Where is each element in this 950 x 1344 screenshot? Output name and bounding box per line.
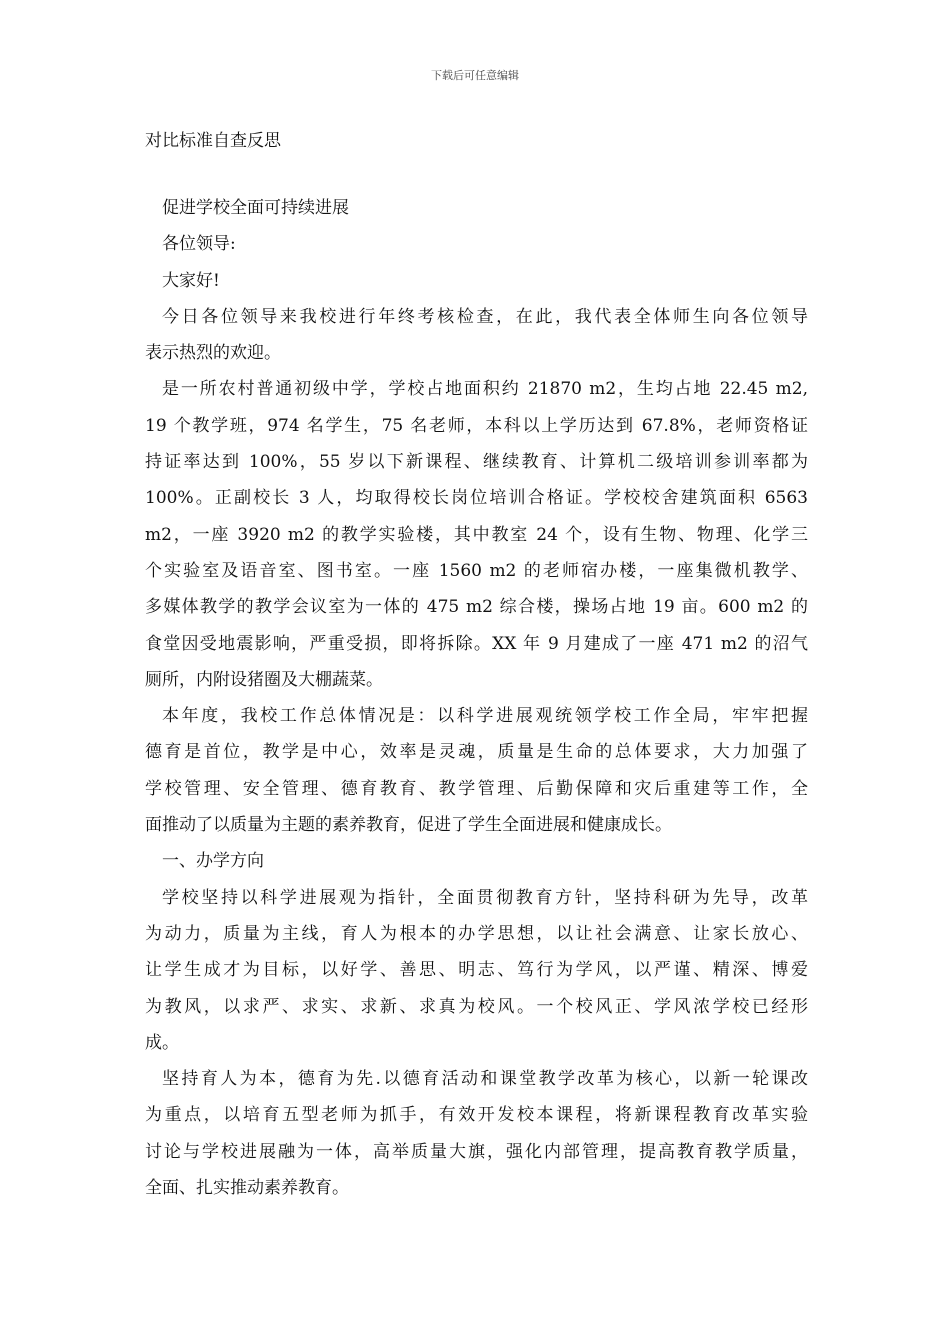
text-line: 面推动了以质量为主题的素养教育，促进了学生全面进展和健康成长。	[145, 815, 672, 836]
text-line: m2，一座 3920 m2 的教学实验楼，其中教室 24 个，设有生物、物理、化学三	[145, 524, 808, 545]
text-line: 是一所农村普通初级中学，学校占地面积约 21870 m2，生均占地 22.45 m2,	[162, 379, 808, 400]
text-line: 为教风，以求严、求实、求新、求真为校风。一个校风正、学风浓学校已经形	[145, 996, 808, 1017]
text-line: 成。	[145, 1032, 179, 1053]
text-line: 大家好!	[162, 270, 220, 291]
text-line: 为重点，以培育五型老师为抓手，有效开发校本课程，将新课程教育改革实验	[145, 1105, 808, 1126]
text-line: 持证率达到 100%，55 岁以下新课程、继续教育、计算机二级培训参训率都为	[145, 452, 808, 473]
text-line: 19 个教学班，974 名学生，75 名老师，本科以上学历达到 67.8%，老师资格证	[145, 415, 808, 436]
text-line: 全面、扎实推动素养教育。	[145, 1178, 349, 1199]
text-line: 多媒体教学的教学会议室为一体的 475 m2 综合楼，操场占地 19 亩。600 m2 的	[145, 597, 808, 618]
text-line: 为动力，质量为主线，育人为根本的办学思想，以让社会满意、让家长放心、	[145, 923, 808, 944]
document-title: 对比标准自查反思	[145, 131, 281, 151]
text-line: 讨论与学校进展融为一体，高举质量大旗，强化内部管理，提高教育教学质量，	[145, 1141, 808, 1162]
text-line: 今日各位领导来我校进行年终考核检查，在此，我代表全体师生向各位领导	[162, 306, 808, 327]
page-header-note: 下载后可任意编辑	[431, 69, 519, 82]
text-line: 个实验室及语音室、图书室。一座 1560 m2 的老师宿办楼，一座集微机教学、	[145, 560, 808, 581]
text-line: 厕所，内附设猪圈及大棚蔬菜。	[145, 669, 383, 690]
text-line: 促进学校全面可持续进展	[162, 198, 349, 218]
text-line: 本年度，我校工作总体情况是：以科学进展观统领学校工作全局，牢牢把握	[162, 706, 808, 727]
text-line: 让学生成才为目标，以好学、善思、明志、笃行为学风，以严谨、精深、博爱	[145, 960, 808, 981]
text-line: 德育是首位，教学是中心，效率是灵魂，质量是生命的总体要求，大力加强了	[145, 742, 808, 763]
text-line: 坚持育人为本，德育为先.以德育活动和课堂教学改革为核心，以新一轮课改	[162, 1069, 808, 1090]
text-line: 表示热烈的欢迎。	[145, 343, 281, 364]
text-line: 一、办学方向	[162, 851, 264, 872]
document-body	[145, 190, 808, 1206]
text-line: 学校坚持以科学进展观为指针，全面贯彻教育方针，坚持科研为先导，改革	[162, 887, 808, 908]
text-line: 各位领导:	[162, 234, 236, 255]
text-line: 食堂因受地震影响，严重受损，即将拆除。XX 年 9 月建成了一座 471 m2 的沼气	[145, 633, 808, 654]
text-line: 学校管理、安全管理、德育教育、教学管理、后勤保障和灾后重建等工作，全	[145, 778, 808, 799]
text-line: 100%。正副校长 3 人，均取得校长岗位培训合格证。学校校舍建筑面积 6563	[145, 488, 808, 509]
